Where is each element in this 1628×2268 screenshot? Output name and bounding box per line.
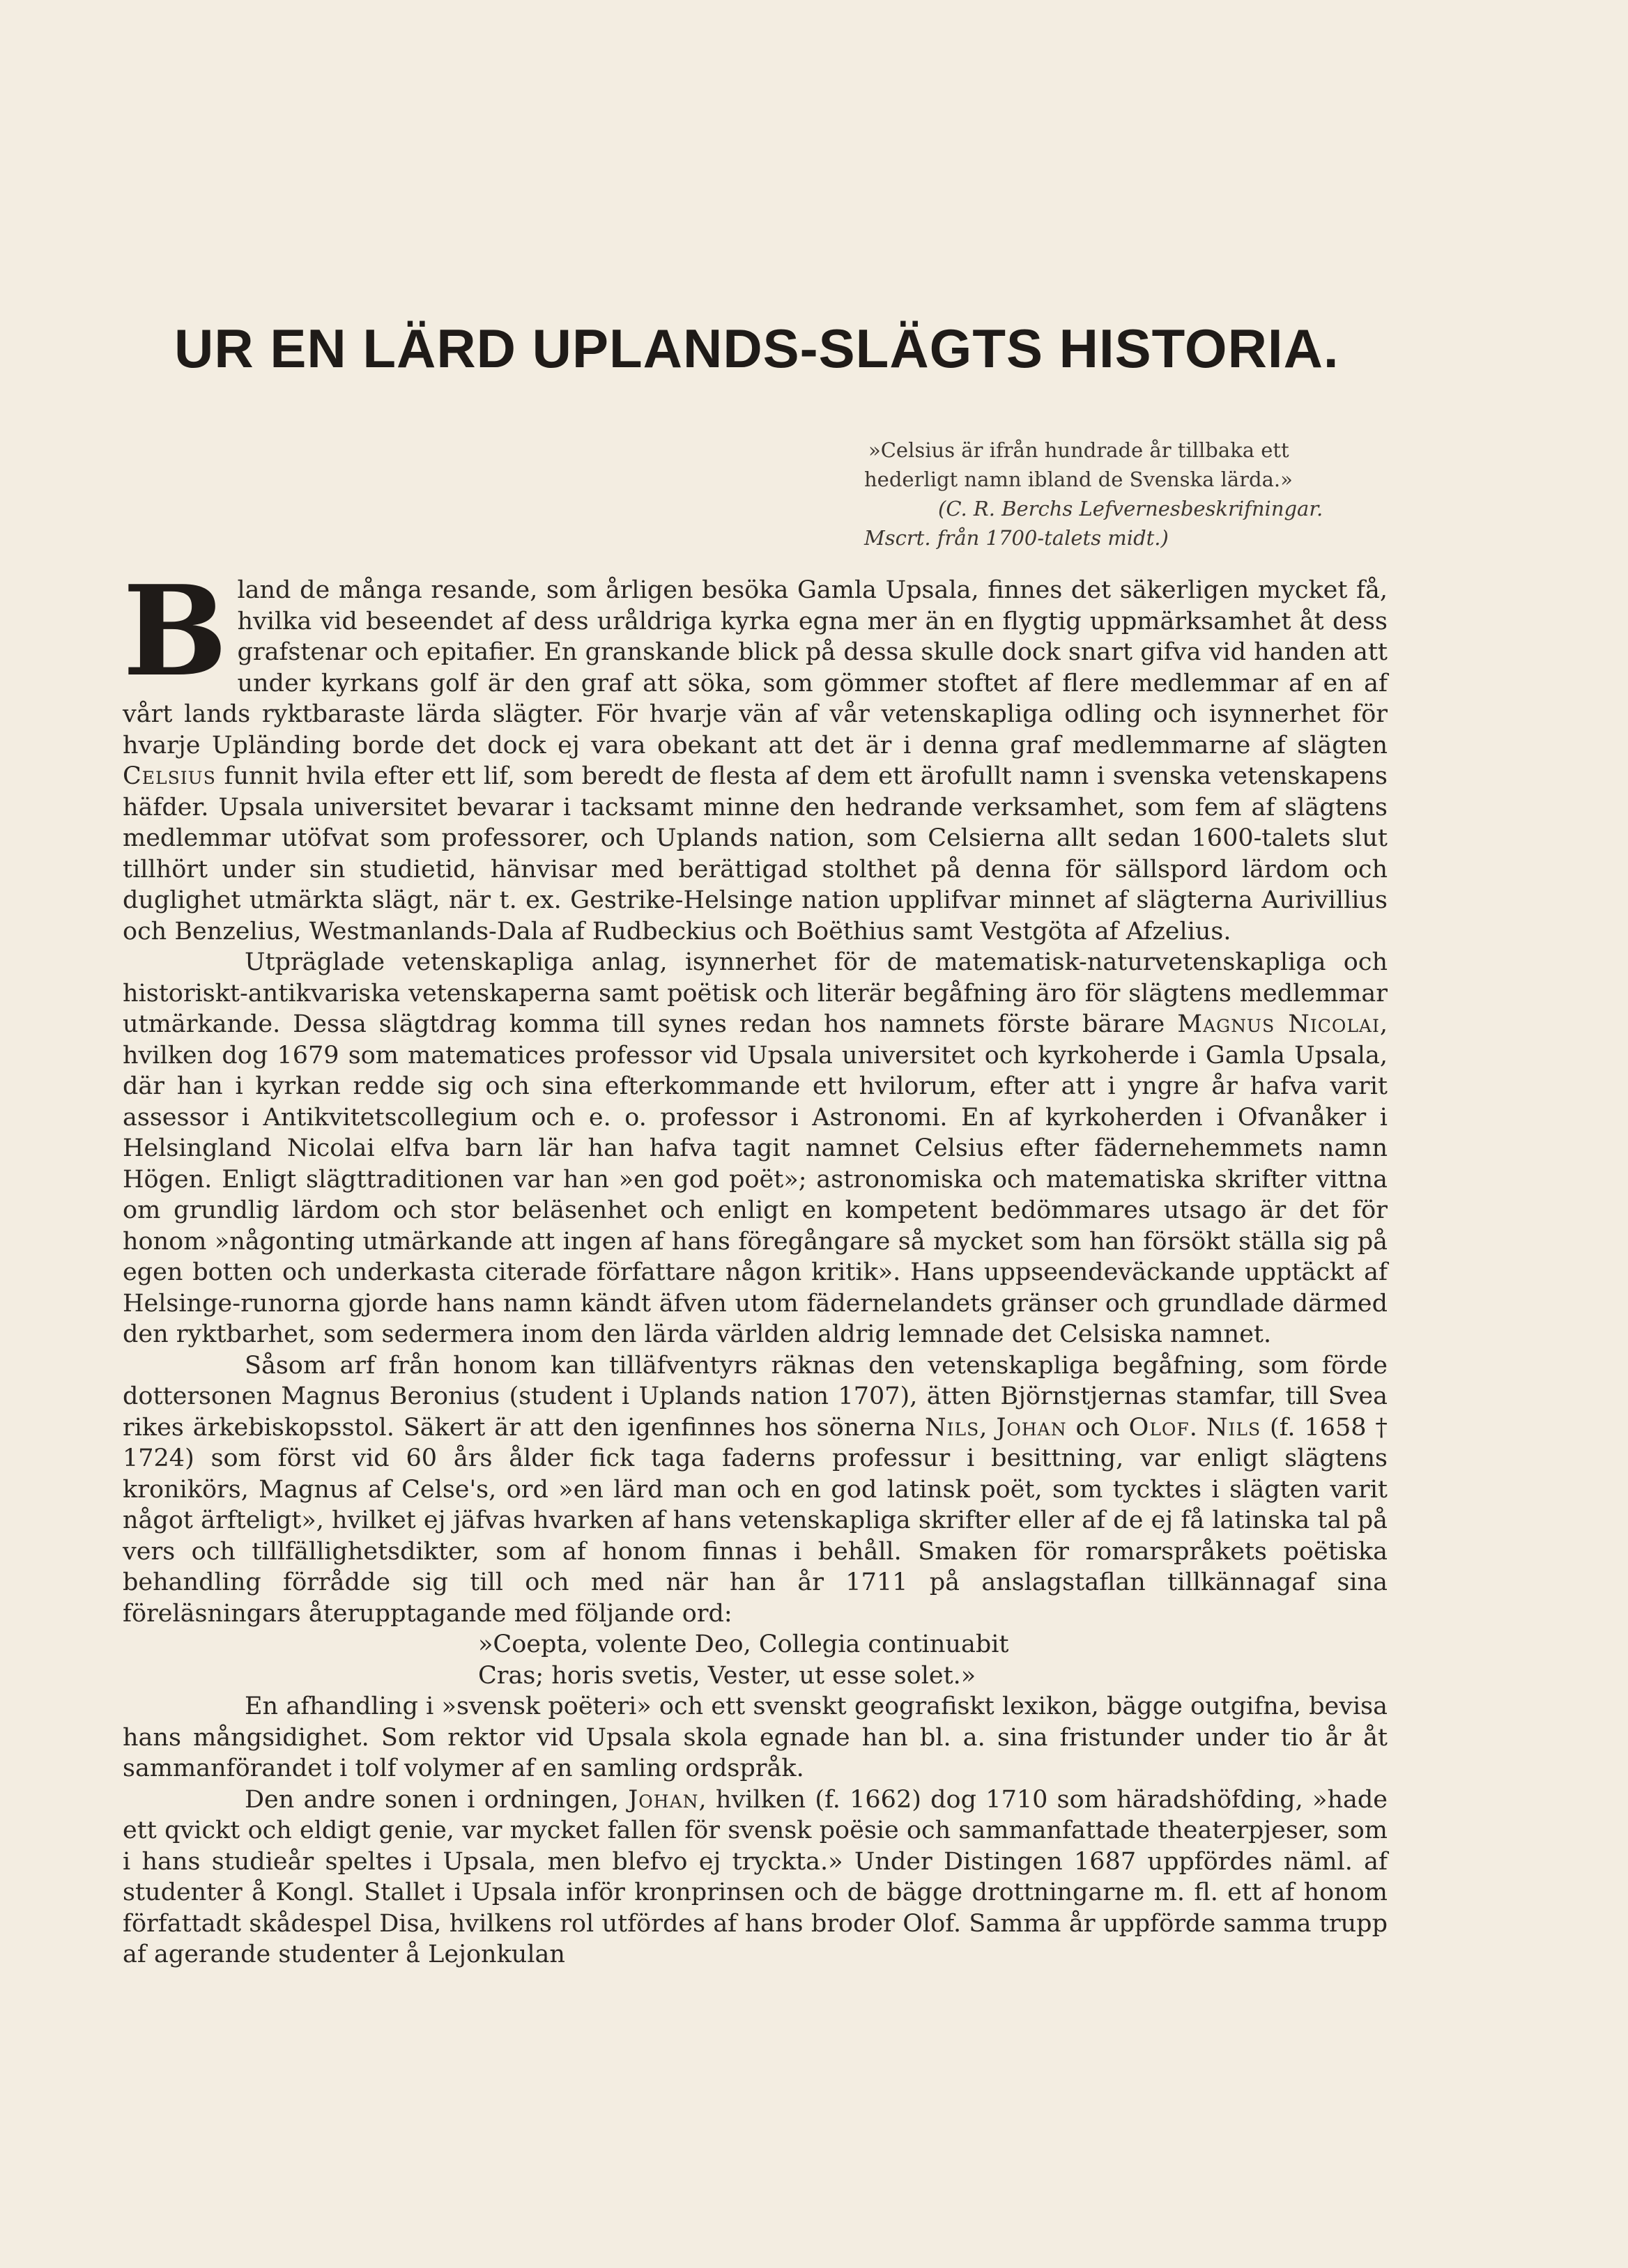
epigraph-quote-line: »Celsius är ifrån hundrade år tillbaka ett: [868, 438, 1289, 462]
paragraph-text: (f. 1658 † 1724) som först vid 60 års ålder fick taga faderns professur i besittning, var enligt slägtens kronikörs, Magnus af Celse's, ord »en lärd man och en god latinsk poët, som tycktes i slägten varit något ärfteligt», hvilket ej jäfvas hvarken af hans vetenskapliga skrifter eller af de ej få latinska tal på vers och tillfällighetsdikter, som af honom finnas i behåll. Smaken för romarspråkets poëtiska behandling förrådde sig till och med när han år 1711 på anslagstaflan tillkännagaf sina föreläsningars återupptagande med följande ord:: [123, 1413, 1388, 1628]
separator: och: [1075, 1413, 1120, 1442]
paragraph-text: , hvilken dog 1679 som matematices professor vid Upsala universitet och kyrkoherde i Gamla Upsala, där han i kyrkan redde sig och sina efterkommande ett hvilorum, efter att i yngre år hafva varit assessor i Antikvitetscollegium och e. o. professor i Astronomi. En af kyrkoherden i Ofvanåker i Helsingland Nicolai elfva barn lär han hafva tagit namnet Celsius efter fädernehemmets namn Högen. Enligt slägttraditionen var han »en god poët»; astronomiska och matematiska skrifter vittna om grundlig lärdom och stor beläsenhet och enligt en kompetent bedömmares utsago är det för honom »någonting utmärkande att ingen af hans föregångare så mycket som han försökt ställa sig på egen botten och underkasta citerade författare någon kritik». Hans uppseendeväckande upptäckt af Helsinge-runorna gjorde hans namn kändt äfven utom fädernelandets gränser och grundlade därmed den ryktbarhet, som sedermera inom den lärda världen aldrig lemnade det Celsiska namnet.: [123, 1010, 1388, 1348]
person-name: Nils: [1206, 1413, 1261, 1442]
epigraph-quote-line: hederligt namn ibland de Svenska lärda.»: [864, 468, 1293, 491]
article-body: [123, 558, 1388, 1970]
epigraph-source-line: Mscrt. från 1700-talets midt.): [864, 526, 1169, 550]
person-name: Johan: [996, 1413, 1067, 1442]
verse-line: Cras; horis svetis, Vester, ut esse solet.»: [478, 1661, 976, 1690]
paragraph-text: land de många resande, som årligen besöka Gamla Upsala, finnes det säkerligen mycket få, hvilka vid beseendet af dess uråldriga kyrka egna mer än en flygtig uppmärksamhet åt dess grafstenar och epitafier. En granskande blick på dessa skulle dock snart gifva vid handen att under kyrkans golf är den graf att söka, som gömmer stoftet af flere medlemmar af en af vårt lands ryktbaraste lärda slägter. För hvarje vän af vår vetenskapliga odling och isynnerhet för hvarje Upländing borde det dock ej vara obekant att det är i denna graf medlemmarne af slägten: [123, 576, 1388, 759]
page-title: UR EN LÄRD UPLANDS-SLÄGTS HISTORIA.: [174, 318, 1339, 379]
separator: ,: [979, 1413, 988, 1442]
epigraph: [864, 435, 1394, 553]
paragraph-text: Utpräglade vetenskapliga anlag, isynnerhet för de matematisk-naturvetenskapliga och historiskt-antikvariska vetenskaperna samt poëtisk och literär begåfning äro för slägtens medlemmar utmärkande. Dessa slägtdrag komma till synes redan hos namnets förste bärare: [123, 948, 1388, 1038]
paragraph-text: funnit hvila efter ett lif, som beredt de flesta af dem ett ärofullt namn i svenska vetenskapens häfder. Upsala universitet bevarar i tacksamt minne den hedrande verksamhet, som fem af slägtens medlemmar utöfvat som professorer, och Uplands nation, som Celsierna allt sedan 1600-talets slut tillhört under sin studietid, hänvisar med berättigad stolthet på denna för sällspord lärdom och duglighet utmärkta slägt, när t. ex. Gestrike-Helsinge nation upplifvar minnet af slägterna Aurivillius och Benzelius, Westmanlands-Dala af Rudbeckius och Boëthius samt Vestgöta af Afzelius.: [123, 762, 1388, 946]
verse-line: »Coepta, volente Deo, Collegia continuabit: [478, 1630, 1009, 1658]
person-name: Johan: [628, 1785, 699, 1814]
person-name: Magnus Nicolai: [1177, 1010, 1380, 1038]
paragraph: [123, 947, 1388, 1350]
paragraph: [123, 1784, 1388, 1970]
drop-cap: B: [123, 558, 228, 704]
paragraph-text: Den andre sonen i ordningen,: [245, 1785, 619, 1814]
paragraph-text: Såsom arf från honom kan tilläfventyrs räknas den vetenskapliga begåfning, som förde dottersonen Magnus Beronius (student i Uplands nation 1707), ätten Björnstjernas stamfar, till Svea rikes ärkebiskopsstol. Säkert är att den igenfinnes hos sönerna: [123, 1351, 1388, 1442]
latin-verse: [123, 1629, 1388, 1691]
epigraph-source-line: (C. R. Berchs Lefvernesbeskrifningar.: [938, 497, 1323, 520]
family-name: Celsius: [123, 762, 216, 790]
separator: .: [1189, 1413, 1197, 1442]
paragraph-text: En afhandling i »svensk poëteri» och ett svenskt geografiskt lexikon, bägge outgifna, bevisa hans mångsidighet. Som rektor vid Upsala skola egnade han bl. a. sina fristunder under tio år åt sammanförandet i tolf volymer af en samling ordspråk.: [123, 1692, 1388, 1782]
paragraph: [123, 1350, 1388, 1630]
person-name: Olof: [1128, 1413, 1190, 1442]
paragraph-text: , hvilken (f. 1662) dog 1710 som häradshöfding, »hade ett qvickt och eldigt genie, var mycket fallen för svensk poësie och sammanfattade theaterpjeser, som i hans studieår speltes i Upsala, men blefvo ej tryckta.» Under Distingen 1687 uppfördes näml. af studenter å Kongl. Stallet i Upsala inför kronprinsen och de bägge drottningarne m. fl. ett af honom författadt skådespel Disa, hvilkens rol utfördes af hans broder Olof. Samma år uppförde samma trupp af agerande studenter å Lejonkulan: [123, 1785, 1388, 1968]
person-name: Nils: [925, 1413, 980, 1442]
paragraph: [123, 558, 1388, 947]
paragraph: [123, 1691, 1388, 1784]
